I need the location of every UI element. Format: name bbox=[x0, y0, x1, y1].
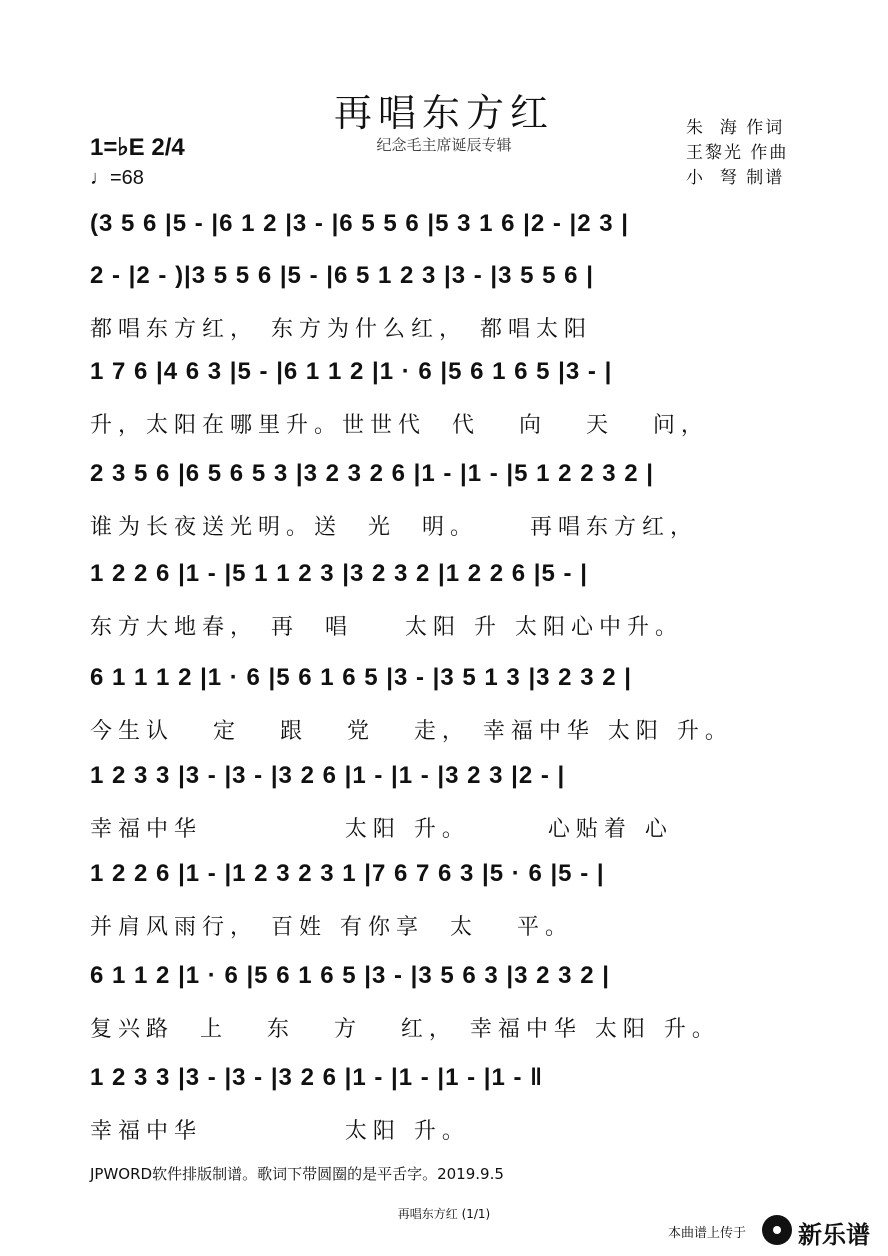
lyrics-row: 谁为长夜送光明。送 光 明。 再唱东方红， bbox=[90, 515, 698, 540]
lyrics-row: 升，太阳在哪里升。世世代 代 向 天 问， bbox=[90, 413, 709, 438]
notation-row: 1 2 3 3 |3 - |3 - |3 2 6 |1 - |1 - |3 2 3 |2 - | bbox=[90, 762, 566, 789]
lyrics-row: 东方大地春， 再 唱 太阳 升 太阳心中升。 bbox=[90, 615, 683, 640]
lyrics-row: 都唱东方红， 东方为什么红， 都唱太阳 bbox=[90, 317, 592, 342]
vinyl-disc-icon bbox=[762, 1215, 792, 1245]
notation-row: 6 1 1 2 |1 · 6 |5 6 1 6 5 |3 - |3 5 6 3 |3 2 3 2 | bbox=[90, 962, 610, 989]
notation-row: 1 7 6 |4 6 3 |5 - |6 1 1 2 |1 · 6 |5 6 1 6 5 |3 - | bbox=[90, 358, 613, 385]
transcriber-credit: 小 弩 制谱 bbox=[686, 168, 785, 188]
tempo-marking: ♩=68 bbox=[90, 167, 144, 189]
song-title: 再唱东方红 bbox=[333, 91, 554, 135]
lyrics-row: 幸福中华 太阳 升。 bbox=[90, 1119, 470, 1144]
logo-text: 新乐谱 bbox=[798, 1221, 870, 1249]
notation-row: 1 2 3 3 |3 - |3 - |3 2 6 |1 - |1 - |1 - |1 - ‖ bbox=[90, 1064, 544, 1091]
composer-credit: 王黎光 作曲 bbox=[686, 143, 789, 163]
upload-label: 本曲谱上传于 bbox=[668, 1226, 747, 1241]
lyricist-credit: 朱 海 作词 bbox=[686, 118, 785, 138]
key-signature: 1=♭E 2/4 bbox=[90, 134, 185, 161]
site-logo[interactable] bbox=[762, 1213, 882, 1247]
engraving-note: JPWORD软件排版制谱。歌词下带圆圈的是平舌字。2019.9.5 bbox=[90, 1165, 504, 1183]
notation-row: (3 5 6 |5 - |6 1 2 |3 - |6 5 5 6 |5 3 1 6 |2 - |2 3 | bbox=[90, 210, 629, 237]
credits bbox=[686, 116, 788, 191]
notation-row: 2 3 5 6 |6 5 6 5 3 |3 2 3 2 6 |1 - |1 - |5 1 2 2 3 2 | bbox=[90, 460, 654, 487]
lyrics-row: 复兴路 上 东 方 红， 幸福中华 太阳 升。 bbox=[90, 1017, 720, 1042]
notation-row: 2 - |2 - )|3 5 5 6 |5 - |6 5 1 2 3 |3 - |3 5 5 6 | bbox=[90, 262, 594, 289]
song-subtitle: 纪念毛主席诞辰专辑 bbox=[376, 136, 512, 154]
lyrics-row: 幸福中华 太阳 升。 心贴着 心 bbox=[90, 817, 673, 842]
notation-row: 1 2 2 6 |1 - |5 1 1 2 3 |3 2 3 2 |1 2 2 6 |5 - | bbox=[90, 560, 588, 587]
notation-row: 6 1 1 1 2 |1 · 6 |5 6 1 6 5 |3 - |3 5 1 3 |3 2 3 2 | bbox=[90, 664, 632, 691]
notation-row: 1 2 2 6 |1 - |1 2 3 2 3 1 |7 6 7 6 3 |5 · 6 |5 - | bbox=[90, 860, 605, 887]
lyrics-row: 并肩风雨行， 百姓 有你享 太 平。 bbox=[90, 915, 573, 940]
lyrics-row: 今生认 定 跟 党 走， 幸福中华 太阳 升。 bbox=[90, 719, 733, 744]
page-number: 再唱东方红 (1/1) bbox=[397, 1207, 491, 1221]
